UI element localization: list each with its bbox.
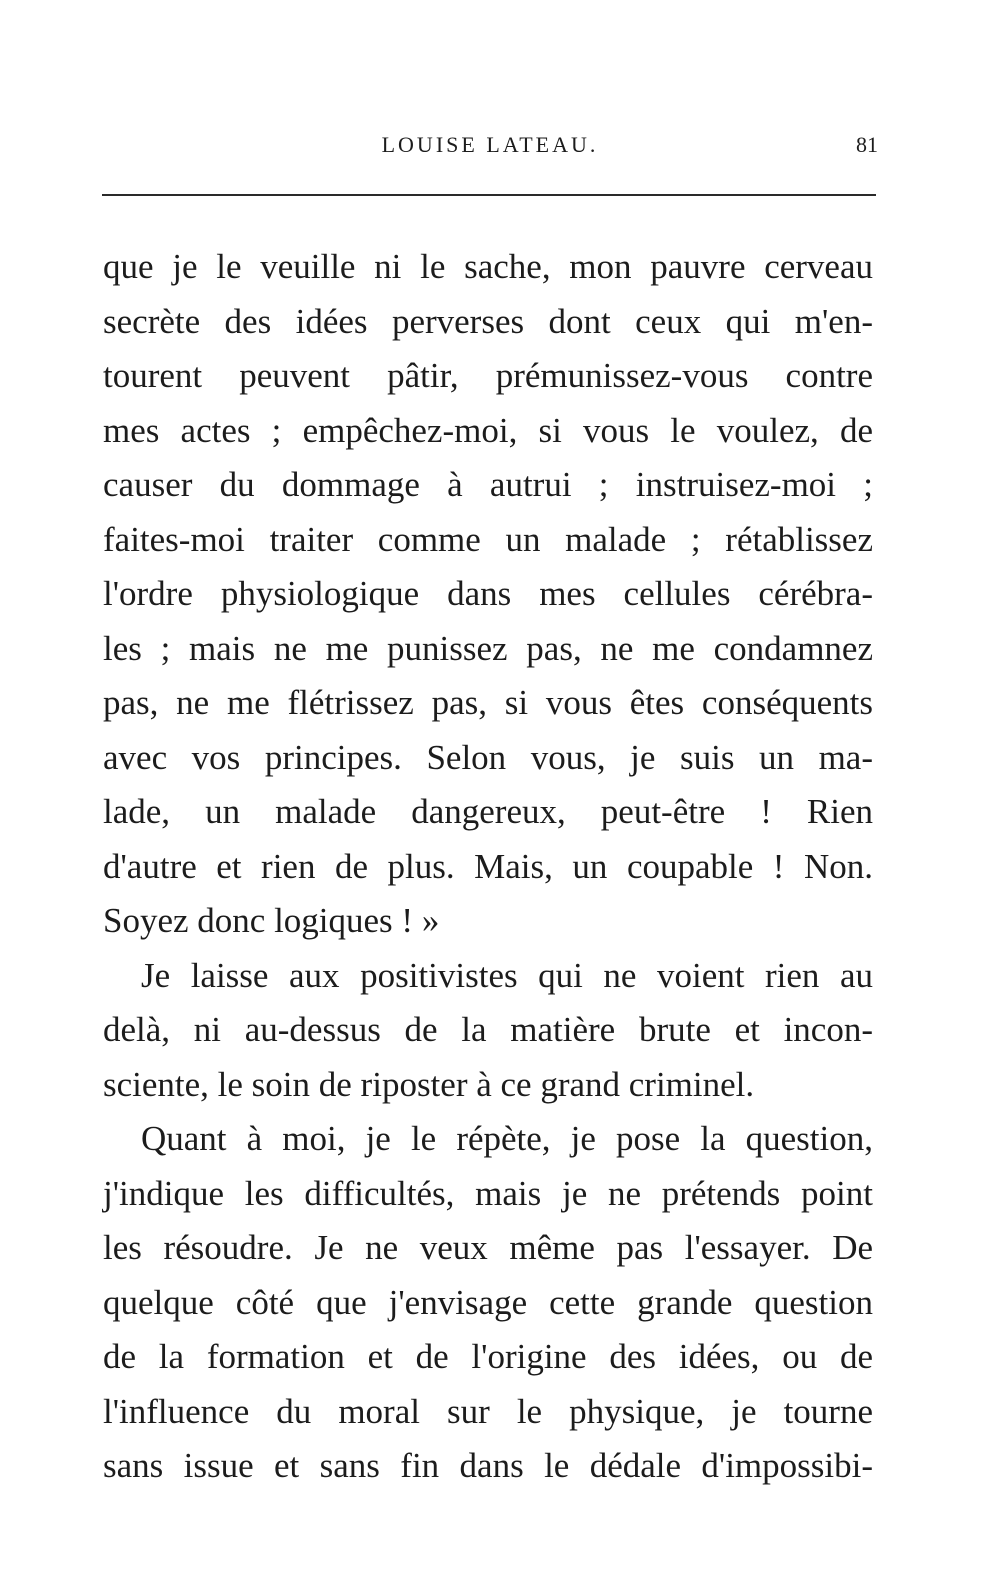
text-line: les ; mais ne me punissez pas, ne me condamnez (103, 628, 873, 668)
text-line: causer du dommage à autrui ; instruisez-moi ; (103, 465, 873, 504)
text-line: Quant à moi, je le répète, je pose la question, (141, 1119, 873, 1158)
text-line: les résoudre. Je ne veux même pas l'essayer. De (103, 1228, 873, 1267)
text-line: mes actes ; empêchez-moi, si vous le voulez, de (103, 410, 873, 450)
page-header (100, 130, 880, 160)
text-line: que je le veuille ni le sache, mon pauvre cerveau (103, 247, 873, 286)
text-line: j'indique les difficultés, mais je ne prétends point (103, 1173, 873, 1213)
text-line: pas, ne me flétrissez pas, si vous êtes conséquents (103, 683, 873, 722)
header-rule (102, 194, 876, 196)
body-text (103, 240, 873, 1494)
text-line: Je laisse aux positivistes qui ne voient rien au (141, 955, 873, 995)
text-line: l'ordre physiologique dans mes cellules cérébra- (103, 574, 873, 613)
text-line: faites-moi traiter comme un malade ; rétablissez (103, 519, 873, 559)
text-line: l'influence du moral sur le physique, je tourne (103, 1391, 873, 1431)
text-line: sciente, le soin de riposter à ce grand criminel. (103, 1064, 755, 1104)
text-line: quelque côté que j'envisage cette grande question (103, 1282, 873, 1322)
text-line: sans issue et sans fin dans le dédale d'impossibi- (103, 1446, 873, 1485)
text-line: delà, ni au-dessus de la matière brute et incon- (103, 1010, 873, 1049)
text-line: d'autre et rien de plus. Mais, un coupable ! Non. (103, 846, 873, 886)
text-line: avec vos principes. Selon vous, je suis un ma- (103, 737, 873, 777)
page-number: 81 (856, 132, 878, 157)
running-title: LOUISE LATEAU. (381, 132, 599, 157)
text-line: de la formation et de l'origine des idées, ou de (103, 1337, 873, 1376)
text-line: Soyez donc logiques ! » (103, 901, 440, 940)
text-line: secrète des idées perverses dont ceux qui m'en- (103, 301, 873, 341)
text-line: tourent peuvent pâtir, prémunissez-vous contre (103, 356, 873, 395)
text-line: lade, un malade dangereux, peut-être ! Rien (103, 792, 873, 831)
